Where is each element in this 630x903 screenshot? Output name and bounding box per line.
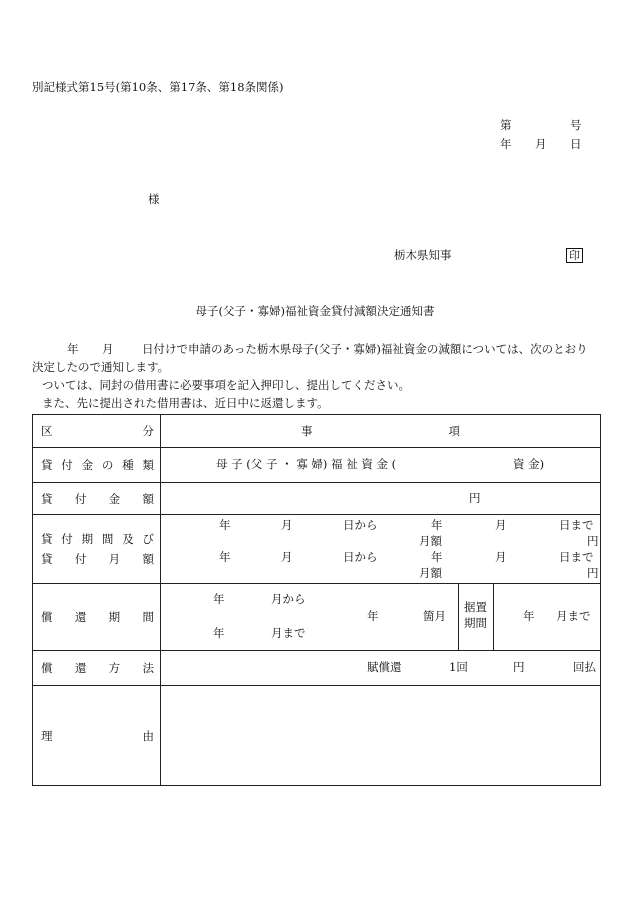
number-dai: 第 <box>500 118 512 132</box>
details-table <box>32 414 601 786</box>
reason-row <box>33 686 601 786</box>
repayment-period-label: 償 還 期 間 <box>41 610 154 624</box>
loan-amount-yen: 円 <box>469 491 481 505</box>
kubun-label: 区 分 <box>41 424 154 438</box>
reason-label: 理 由 <box>41 728 154 743</box>
date-month: 月 <box>535 137 547 151</box>
loan-type-value: 母 子 (父 子 ・ 寡 婦) 福 祉 資 金 ( <box>216 457 397 471</box>
loan-type-row <box>33 448 601 483</box>
loan-type-label: 貸 付 金 の 種 類 <box>41 458 154 472</box>
form-reference: 別記様式第15号(第10条、第17条、第18条関係) <box>32 80 284 94</box>
seal-mark: 印 <box>566 248 583 263</box>
repayment-method-label: 償 還 方 法 <box>41 661 154 675</box>
date-day: 日 <box>570 137 582 151</box>
repayment-period-row <box>33 584 601 651</box>
loan-period-row <box>33 515 601 584</box>
date-year: 年 <box>500 137 512 151</box>
body-line2: 決定したので通知します。 <box>32 360 170 374</box>
reason-value <box>161 686 601 786</box>
jikou-label: 事 項 <box>301 424 460 438</box>
loan-amount-row <box>33 483 601 515</box>
loan-period-label-2: 貸 付 月 額 <box>41 552 154 566</box>
table-header-row <box>33 415 601 448</box>
loan-type-value-end: 資 金) <box>513 457 545 471</box>
loan-period-label-1: 貸 付 期 間 及 び <box>41 532 154 546</box>
loan-amount-label: 貸 付 金 額 <box>41 491 154 506</box>
governor-title: 栃木県知事 <box>394 248 452 262</box>
body-line4: また、先に提出された借用書は、近日中に返還します。 <box>42 396 329 410</box>
repayment-period-values: 年 月から 年 月まで 年 箇月 据置 期間 年 月まで <box>161 584 600 650</box>
loan-period-values: 年 月 日から 年 月 日まで 月額 円 年 月 日から 年 月 日まで 月額 円 <box>219 518 599 580</box>
body-year: 年 <box>67 342 79 356</box>
grace-period-label: 据置 期間 <box>458 584 494 650</box>
repayment-method-row <box>33 651 601 686</box>
document-title: 母子(父子・寡婦)福祉資金貸付減額決定通知書 <box>195 304 435 318</box>
body-line1: 日付けで申請のあった栃木県母子(父子・寡婦)福祉資金の減額については、次のとおり <box>142 342 588 356</box>
repayment-method-values: 賦償還 1回 円 回払 <box>367 660 596 674</box>
body-month: 月 <box>102 342 114 356</box>
number-go: 号 <box>570 118 582 132</box>
body-line3: ついては、同封の借用書に必要事項を記入押印し、提出してください。 <box>42 378 410 392</box>
recipient-sama: 様 <box>148 192 160 206</box>
